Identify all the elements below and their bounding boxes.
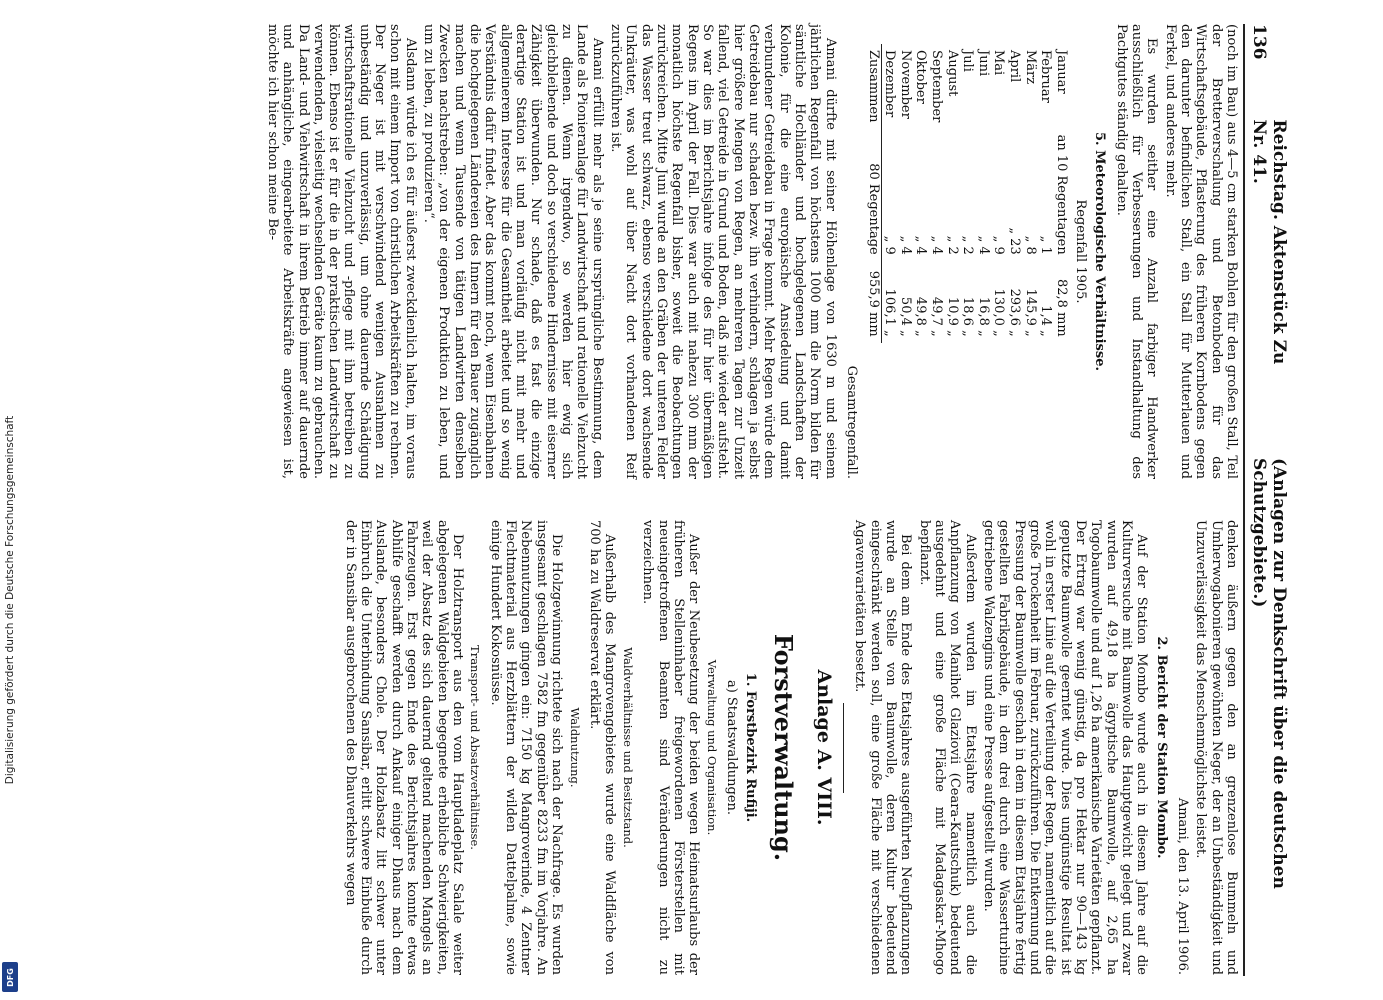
rainfall-row: [1053, 44, 1069, 343]
paragraph: Auf der Station Mombo wurde auch in diesem Jahre auf die Kulturversuche mit Baumwolle das Hauptgewicht gelegt und zwar wurden auf 49,18 ha ägyptische Baumwolle, auf 2,65 ha Togobaumwolle und auf 1,26 ha amerikanische Varietäten gepflanzt. Der Ertrag war wenig günstig, da pro Hektar nur 90—143 kg geputzte Baumwolle geerntet wurde. Dies ungünstige Resultat ist wohl in erster Linie auf die Verteilung der Regen, namentlich auf die große Trockenheit im Februar, zurückzuführen. Die Entkernung und Pressung der Baumwolle geschah in dem in diesem Etatsjahre fertig gestellten Fabrikgebäude, in dem drei durch eine Wasserturbine getriebene Walzengins und eine Presse aufgestellt wurden.: [981, 520, 1150, 975]
rainfall-days: „ 4: [928, 235, 944, 255]
rainfall-month: Oktober: [913, 50, 929, 104]
header-left: Reichstag. Aktenstück Zu Nr. 41.: [1249, 119, 1290, 365]
wald-heading: Waldverhältnisse und Besitzstand.: [620, 647, 635, 848]
credit-text: Digitalisierung gefördert durch die Deutsche Forschungsgemeinschaft: [4, 415, 16, 785]
rainfall-days: „ 2: [944, 235, 960, 255]
rainfall-row: [881, 44, 897, 343]
paragraph: Bei dem am Ende des Etatsjahres ausgeführten Neupflanzungen wurde an Stelle von Baumwolle, deren Kultur bedeutend eingeschränkt werden soll, eine große Fläche mit verschiedenen Agavenvarietäten besetzt.: [852, 520, 914, 975]
rainfall-mm: 82,8 mm: [1053, 279, 1069, 337]
rainfall-row: [1038, 44, 1054, 343]
rainfall-total-row: [865, 44, 881, 343]
rainfall-row: [1022, 44, 1038, 343]
rainfall-row: [1006, 44, 1022, 343]
rainfall-mm: 49,8 „: [913, 296, 929, 337]
page-header: [1243, 24, 1290, 976]
rainfall-row: [975, 44, 991, 343]
rainfall-days: „ 9: [991, 235, 1007, 255]
rainfall-days: „ 9: [882, 235, 898, 255]
rainfall-table: [865, 44, 1069, 343]
rainfall-days: „ 2: [960, 235, 976, 255]
rainfall-row: [944, 44, 960, 343]
rainfall-month: Juli: [960, 50, 976, 72]
rainfall-month: August: [944, 50, 960, 97]
rainfall-days: an 10 Regentagen: [1053, 134, 1069, 255]
rainfall-mm: 16,8 „: [975, 296, 991, 337]
rainfall-days: „ 23: [1006, 227, 1022, 255]
paragraph: Außerhalb des Mangrovengebietes wurde eine Waldfläche von 700 ha zu Waldreservat erklärt.: [586, 520, 618, 975]
section-title-mombo: 2. Bericht der Station Mombo.: [1153, 636, 1169, 859]
rainfall-mm: 106,1 „: [882, 288, 898, 337]
paragraph: denken äußern gegen den an grenzenlose Bummeln und Umherwogabonieren gewöhnten Neger, der an Unbeständigkeit und Unzuverlässigkeit das Menschenmöglichste leistet.: [1193, 520, 1239, 975]
rainfall-days: „ 1: [1038, 235, 1054, 255]
verwaltung-heading: Verwaltung und Organisation.: [704, 659, 719, 836]
section-title-meteo: 5. Meteorologische Verhältnisse.: [1092, 131, 1108, 371]
rainfall-mm: 145,9 „: [1022, 288, 1038, 337]
forstverwaltung-heading: Forstverwaltung.: [768, 633, 798, 862]
rainfall-row: [897, 44, 913, 343]
rainfall-mm: 130,0 „: [991, 288, 1007, 337]
rainfall-total-label: Zusammen: [865, 44, 881, 129]
rainfall-days: „ 4: [913, 235, 929, 255]
rainfall-row: [960, 44, 976, 343]
rainfall-mm: 49,7 „: [928, 296, 944, 337]
header-right: (Anlagen zur Denkschrift über die deutschen Schutzgebiete.): [1249, 458, 1290, 889]
rainfall-month: Juni: [975, 50, 991, 77]
rainfall-total-days: 80 Regentage: [865, 129, 881, 261]
paragraph: Der Holztransport aus den vom Hauptladeplatz Salale weiter abgelegenen Waldgebieten begegnete erhebliche Schwierigkeiten, weil der Absatz des sich dauernd geltend machenden Mangels an Fahrzeugen. Erst gegen Ende des Berichtsjahres konnte etwas Abhilfe geschafft werden durch Ankauf einiger Dhaus nach dem Auslande, besonders Chole. Der Holzabsatz litt schwer unter Einbruch die Unterbindung Sansibar, erlitt schwere Einbuße durch der in Sansibar ausgebrochenen des Dhauverkehrs wegen: [342, 520, 465, 975]
anlage-heading: Anlage A. VIII.: [813, 669, 836, 826]
rainfall-month: Mai: [991, 50, 1007, 76]
paragraph: Außer der Neubesetzung der beiden wegen Heimatsurlaubs der früheren Stelleninhaber freigewordenen Försterstellen mit neueingetroffenen Beamten sind Veränderungen nicht zu verzeichnen.: [640, 520, 702, 975]
transport-heading: Transport- und Absatzverhältnisse.: [468, 645, 483, 850]
place-date: Amani, den 13. April 1906.: [1175, 797, 1191, 975]
nutzung-heading: Waldnutzung.: [567, 707, 582, 788]
paragraph: (noch im Bau) aus 4—5 cm starken Bohlen für den großen Stall, Teil der Bretterverschalung und Betonboden für das Wirtschaftsgebäude, Pflasterung des früheren Kornbodens gegen den darunter befindlichen Stall, ein Stall für Mutterlauen und Ferkel, und anderes mehr.: [1162, 24, 1239, 479]
rainfall-subtitle: Regenfall 1905.: [1073, 199, 1089, 304]
bezirk-title: 1. Forstbezirk Rufiji.: [743, 672, 759, 823]
rainfall-total-mm: 955,9 mm: [865, 261, 881, 343]
rainfall-month: November: [897, 50, 913, 119]
rainfall-month: April: [1006, 50, 1022, 83]
left-column: [262, 24, 1239, 479]
rainfall-row: [928, 44, 944, 343]
rainfall-mm: 18,6 „: [960, 296, 976, 337]
paragraph: Amani dürfte mit seiner Höhenlage von 1630 m und seinem jährlichen Regenfall von höchstens 1000 mm die Norm bilden für sämtliche Hochländer und hochgelegenen Landschaften der Kolonie, für die eine europäische Ansiedelung und damit verbundener Getreidebau in Frage kommt. Mehr Regen würde dem Getreidebau nur schaden bezw. ihn verhindern, schlagen ja selbst hier größere Mengen von Regen, an mehreren Tagen zur Unzeit fallend, viel Getreide in Grund und Boden, daß nie wieder aufsteht. So war dies im Berichtsjahre infolge des für hier übermäßigen Regens im April der Fall. Dies war auch mit nahezu 300 mm der monatlich höchste Regenfall bisher, soweit die Beobachtungen zurückreichen. Mitte Juni wurde an den Gräben der unteren Felder das Wasser treut schwarz, ebenso verschiedene dort wachsende Unkräuter, was wohl auf über Nacht dort vorhandenen Reif zurückzuführen ist.: [608, 24, 838, 479]
rainfall-month: Februar: [1038, 50, 1054, 103]
paragraph: Alsdann würde ich es für äußerst zweckdienlich halten, im voraus schon mit einem Import von christlichen Arbeitskräften zu rechnen. Der Neger ist mit verschwindend wenigen Ausnahmen zu unbeständig und unzuverlässig, um ohne dauernde Schädigung wirtschaftsrationelle Viehzucht und -pflege mit ihm betreiben zu können. Ebenso ist er für die in der praktischen Landwirtschaft zu verwendenden, vielseitig wechselnden Geräte kaum zu gebrauchen. Da Land- und Viehwirtschaft in ihrem Betrieb immer auf dauernde und anhängliche, eingearbeitete Arbeitskräfte angewiesen ist, möchte ich hier schon meine Be-: [264, 24, 418, 479]
paragraph: Es wurden seither eine Anzahl farbiger Handwerker ausschließlich für Verbesserungen und Instandhaltung des Pachtgutes ständig gehalten.: [1113, 24, 1160, 479]
rainfall-month: März: [1022, 50, 1038, 85]
divider: [843, 703, 844, 793]
staats-title: a) Staatswaldungen.: [724, 679, 740, 816]
paragraph: Amani erfüllt mehr als je seine ursprüngliche Bestimmung, dem Lande als Pionieranlage für Landwirtschaft und rationelle Viehzucht zu dienen. Wenn irgendwo, so werden hier ewig sich gleichbleibende und doch so verschiedene Hindernisse mit eiserner Zähigkeit überwunden. Nur schade, daß es fast die einzige derartige Station ist und man vorläufig nicht mit mehr und allgemeinerem Interesse für die Gesamtheit arbeitet und so wenig Verständnis dafür findet. Aber das kommt noch, wenn Eisenbahnen die hochgelegenen Ländereien des Innern für den Bauer zugänglich machen und wenn Tausende von tätigen Landwirten denselben Zwecken nachstreben: „von der eigenen Produktion zu leben, und um zu leben, zu produzieren“.: [421, 24, 605, 479]
rainfall-mm: 293,6 „: [1006, 288, 1022, 337]
rainfall-days: „ 4: [897, 235, 913, 255]
rainfall-mm: 10,9 „: [944, 296, 960, 337]
rainfall-row: [991, 44, 1007, 343]
credit-strip: [0, 0, 20, 1000]
rainfall-mm: 50,4 „: [897, 296, 913, 337]
paragraph: Die Holzgewinnung richtete sich nach der Nachfrage. Es wurden insgesamt geschlagen 7582 fm gegenüber 8233 fm im Vorjahre. An Nebennutzungen gingen ein: 7150 kg Mangroverinde, 4 Zentner Flechtmaterial aus Herzblättern der wilden Dattelpalme, sowie einige Hundert Kokosnüsse.: [487, 520, 565, 975]
dfg-logo: DFG: [2, 962, 18, 992]
rainfall-row: [913, 44, 929, 343]
scanned-page: [75, 0, 1290, 1000]
rainfall-month: Januar: [1053, 50, 1069, 94]
page-number: 136: [1249, 24, 1270, 60]
rainfall-mm: 1,4 „: [1038, 305, 1054, 337]
rainfall-total-note: Gesamtregenfall.: [844, 365, 859, 479]
rainfall-days: „ 8: [1022, 235, 1038, 255]
rainfall-days: „ 4: [975, 235, 991, 255]
rainfall-month: September: [928, 50, 944, 123]
rainfall-month: Dezember: [882, 50, 898, 118]
paragraph: Außerdem wurden im Etatsjahre namentlich auch die Anpflanzung von Manihot Glaziovii (Ceara-Kautschuk) bedeutend ausgedehnt und eine große Fläche mit Madagaskar-Mhogo bepflanzt.: [916, 520, 978, 975]
right-column: [339, 520, 1239, 975]
